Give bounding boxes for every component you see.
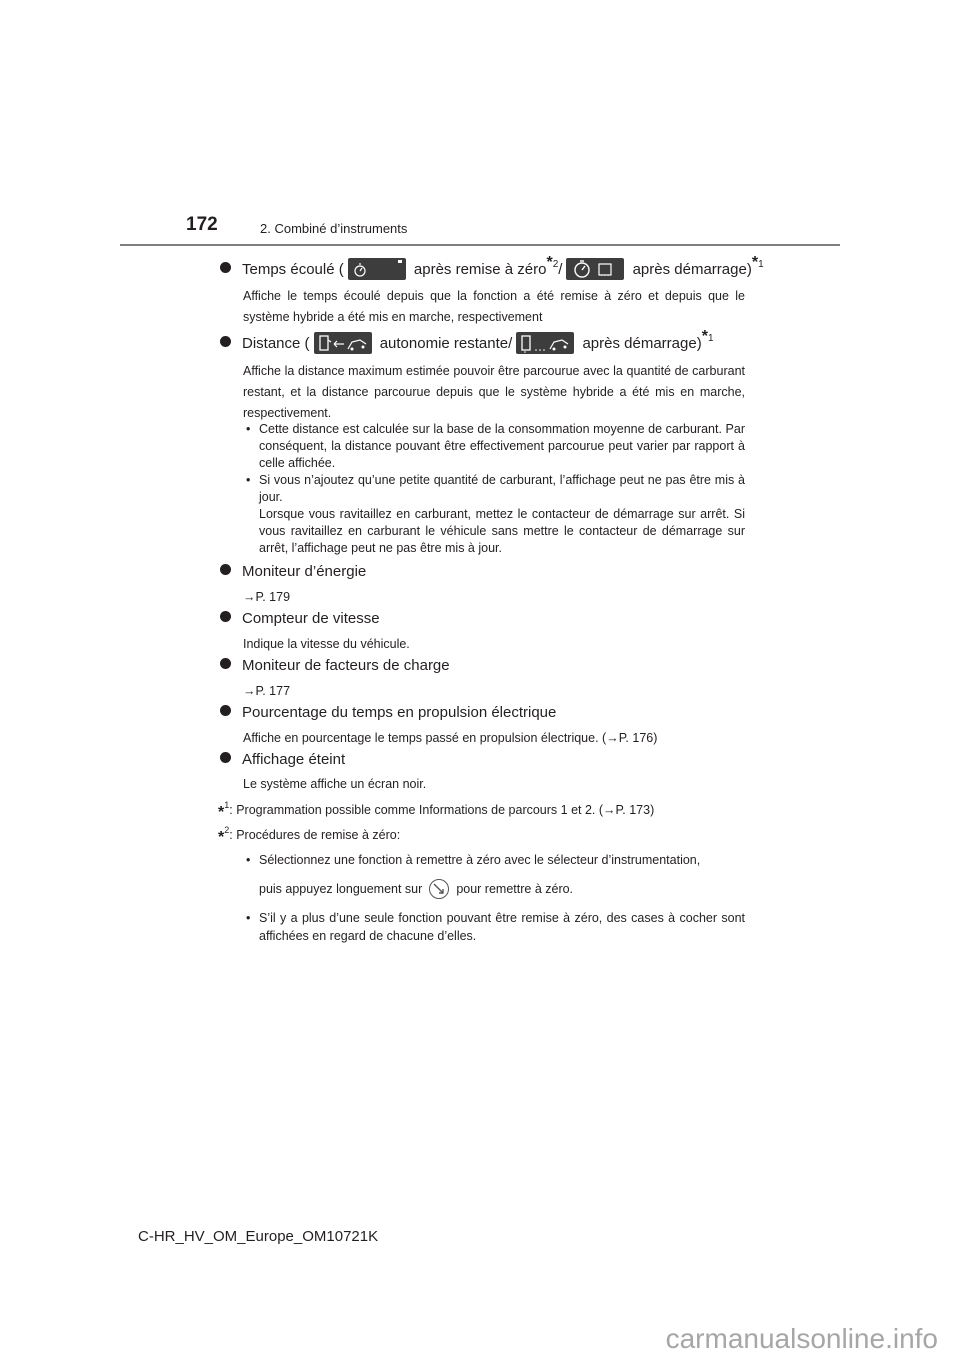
- temps-description: Affiche le temps écoulé depuis que la fonction a été remise à zéro et depuis que le système hybride a été mis en marche, respectivement: [243, 289, 745, 324]
- item-distance: Distance ( autonomie restante/ après démarrage)$^{*1}$: [220, 332, 714, 354]
- stopwatch-reset-icon: [348, 258, 406, 280]
- energie-ref: →P. 179: [243, 590, 291, 604]
- fuel-range-icon: [314, 332, 372, 354]
- vitesse-description: Indique la vitesse du véhicule.: [243, 637, 410, 651]
- item-pourcentage-ev: Pourcentage du temps en propulsion électrique: [220, 704, 556, 721]
- watermark: carmanualsonline.info: [665, 1323, 938, 1354]
- eteint-description: Le système affiche un écran noir.: [243, 777, 427, 791]
- section-title: 2. Combiné d’instruments: [260, 221, 408, 236]
- bullet-icon: [220, 564, 231, 575]
- item-facteurs-charge: Moniteur de facteurs de charge: [220, 657, 450, 674]
- list-item: • Si vous n’ajoutez qu’une petite quantité de carburant, l’affichage peut ne pas être mis à jour.: [246, 473, 745, 504]
- bullet-icon: [220, 705, 231, 716]
- item-temps-ecoule: Temps écoulé ( après remise à zéro$^{*2}$/ après démarrage)$^{*1}$: [220, 258, 764, 280]
- arrow-icon: →: [243, 684, 256, 698]
- document-code: C-HR_HV_OM_Europe_OM10721K: [138, 1228, 379, 1245]
- item-moniteur-energie: Moniteur d’énergie: [220, 563, 366, 580]
- item-affichage-eteint: Affichage éteint: [220, 751, 345, 768]
- arrow-icon: →: [243, 590, 256, 604]
- page-number: 172: [186, 214, 218, 235]
- arrow-icon: →: [603, 803, 616, 817]
- footnote-1: *$^1$: Programmation possible comme Informations de parcours 1 et 2. (→P. 173): [218, 800, 655, 821]
- pourcentage-description: Affiche en pourcentage le temps passé en propulsion électrique. (→P. 176): [243, 731, 658, 745]
- distance-description: Affiche la distance maximum estimée pouvoir être parcourue avec la quantité de carburant restant, et la distance parcourue depuis que le système hybride a été mis en marche, respectivement.: [243, 364, 745, 420]
- bullet-icon: [220, 336, 231, 347]
- item-compteur-vitesse: Compteur de vitesse: [220, 610, 380, 627]
- footnote-2-steps: [243, 851, 745, 945]
- bullet-icon: [220, 752, 231, 763]
- bullet-icon: [220, 658, 231, 669]
- list-item: • Sélectionnez une fonction à remettre à zéro avec le sélecteur d’instrumentation,: [246, 853, 701, 867]
- distance-notes: [243, 421, 745, 557]
- enter-button-icon: [428, 878, 450, 900]
- bullet-icon: [220, 262, 231, 273]
- charge-ref: →P. 177: [243, 684, 291, 698]
- list-item: • Cette distance est calculée sur la base de la consommation moyenne de carburant. Par conséquent, la distance pouvant être effectivement parcourue peut varier par rapport à celle affichée.: [246, 422, 745, 470]
- stopwatch-start-icon: [566, 258, 624, 280]
- list-item-continuation: Lorsque vous ravitaillez en carburant, mettez le contacteur de démarrage sur arrêt. Si vous ravitaillez en carburant le véhicule sans mettre le contacteur de démarrage sur arrêt, l’affichage peut ne pas être mis à jour.: [259, 507, 745, 555]
- footnote-2: *$^2$: Procédures de remise à zéro:: [218, 825, 401, 846]
- list-item-continuation: puis appuyez longuement sur pour remettre à zéro.: [243, 878, 745, 900]
- list-item: • S’il y a plus d’une seule fonction pouvant être remise à zéro, des cases à cocher sont affichées en regard de chacune d’elles.: [246, 911, 745, 943]
- bullet-icon: [220, 611, 231, 622]
- header-rule: [120, 244, 840, 246]
- distance-after-start-icon: [516, 332, 574, 354]
- arrow-icon: →: [606, 731, 619, 745]
